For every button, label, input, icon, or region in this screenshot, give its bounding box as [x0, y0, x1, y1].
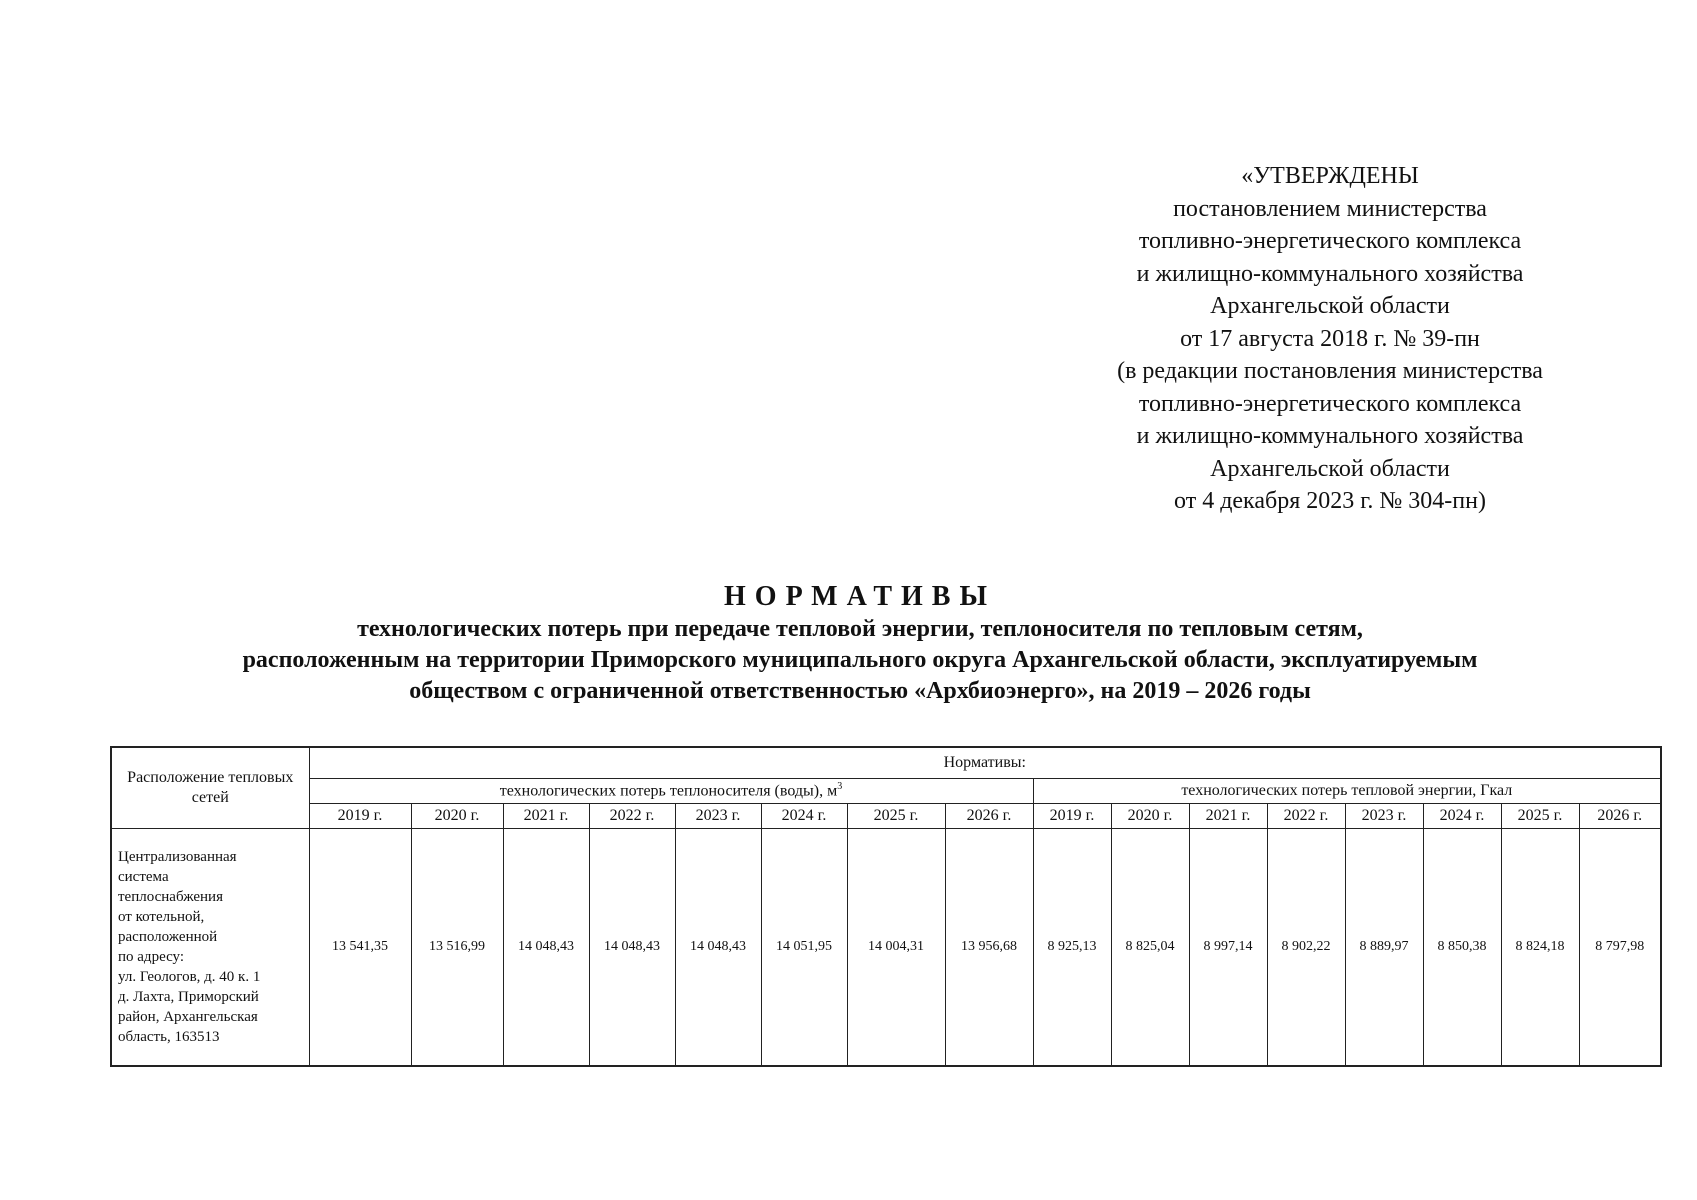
table-row: [111, 829, 1661, 1067]
water-loss-value: 14 048,43: [675, 829, 761, 1067]
heat-loss-value: 8 824,18: [1501, 829, 1579, 1067]
approval-line: Архангельской области: [1210, 455, 1450, 482]
year-header: 2026 г.: [945, 804, 1033, 829]
norms-table: [110, 746, 1662, 1067]
document-title: [100, 580, 1620, 707]
approval-line: постановлением министерства: [1173, 195, 1487, 222]
location-line: по адресу:: [118, 949, 185, 965]
year-header: 2023 г.: [1345, 804, 1423, 829]
approval-line: и жилищно-коммунального хозяйства: [1136, 260, 1524, 287]
subtitle-line: расположенным на территории Приморского муниципального округа Архангельской области, эксплуатируемым: [242, 647, 1478, 673]
year-header: 2021 г.: [503, 804, 589, 829]
approval-line: от 4 декабря 2023 г. № 304-пн): [1174, 488, 1486, 514]
year-header: 2025 г.: [847, 804, 945, 829]
water-unit-superscript: 3: [837, 781, 843, 793]
heat-loss-value: 8 925,13: [1033, 829, 1111, 1067]
title-main: НОРМАТИВЫ: [724, 581, 996, 612]
approval-line: (в редакции постановления министерства: [1117, 358, 1543, 384]
year-header: 2019 г.: [309, 804, 411, 829]
approval-line: «УТВЕРЖДЕНЫ: [1241, 163, 1419, 189]
location-line: расположенной: [118, 929, 218, 945]
heat-loss-value: 8 850,38: [1423, 829, 1501, 1067]
year-header: 2022 г.: [1267, 804, 1345, 829]
year-header: 2019 г.: [1033, 804, 1111, 829]
water-loss-value: 14 048,43: [589, 829, 675, 1067]
year-header: 2020 г.: [1111, 804, 1189, 829]
year-header: 2024 г.: [1423, 804, 1501, 829]
year-header: 2024 г.: [761, 804, 847, 829]
approval-stamp: [1040, 160, 1620, 518]
water-loss-value: 14 004,31: [847, 829, 945, 1067]
water-loss-label: технологических потерь теплоносителя (воды), м: [499, 782, 838, 800]
year-header: 2026 г.: [1579, 804, 1661, 829]
year-header: 2020 г.: [411, 804, 503, 829]
subtitle-line: обществом с ограниченной ответственностью «Архбиоэнерго», на 2019 – 2026 годы: [409, 678, 1311, 704]
heat-loss-value: 8 997,14: [1189, 829, 1267, 1067]
location-line: система: [118, 869, 169, 885]
location-line: от котельной,: [118, 909, 205, 925]
water-loss-value: 13 516,99: [411, 829, 503, 1067]
location-header: Расположение тепловых сетей: [111, 747, 309, 829]
year-header: 2023 г.: [675, 804, 761, 829]
approval-line: топливно-энергетического комплекса: [1138, 390, 1522, 417]
heat-loss-value: 8 889,97: [1345, 829, 1423, 1067]
location-line: область, 163513: [118, 1029, 220, 1045]
approval-line: и жилищно-коммунального хозяйства: [1136, 423, 1524, 449]
approval-line: от 17 августа 2018 г. № 39-пн: [1180, 325, 1480, 352]
water-loss-header: [309, 779, 1033, 804]
location-line: д. Лахта, Приморский: [118, 989, 259, 1005]
heat-loss-header: технологических потерь тепловой энергии, Гкал: [1033, 779, 1661, 804]
approval-line: топливно-энергетического комплекса: [1138, 228, 1522, 254]
heat-loss-value: 8 797,98: [1579, 829, 1661, 1067]
location-line: Централизованная: [118, 849, 237, 865]
location-cell: [111, 829, 309, 1067]
water-loss-value: 14 048,43: [503, 829, 589, 1067]
water-loss-value: 13 541,35: [309, 829, 411, 1067]
year-header: 2021 г.: [1189, 804, 1267, 829]
location-line: район, Архангельская: [118, 1009, 258, 1025]
location-line: теплоснабжения: [118, 889, 223, 905]
norms-header: Нормативы:: [309, 747, 1661, 779]
heat-loss-value: 8 902,22: [1267, 829, 1345, 1067]
location-line: ул. Геологов, д. 40 к. 1: [118, 969, 261, 985]
year-header: 2022 г.: [589, 804, 675, 829]
heat-loss-value: 8 825,04: [1111, 829, 1189, 1067]
subtitle-line: технологических потерь при передаче тепловой энергии, теплоносителя по тепловым сетям,: [357, 616, 1363, 642]
water-loss-value: 14 051,95: [761, 829, 847, 1067]
approval-line: Архангельской области: [1210, 293, 1450, 319]
water-loss-value: 13 956,68: [945, 829, 1033, 1067]
year-header: 2025 г.: [1501, 804, 1579, 829]
